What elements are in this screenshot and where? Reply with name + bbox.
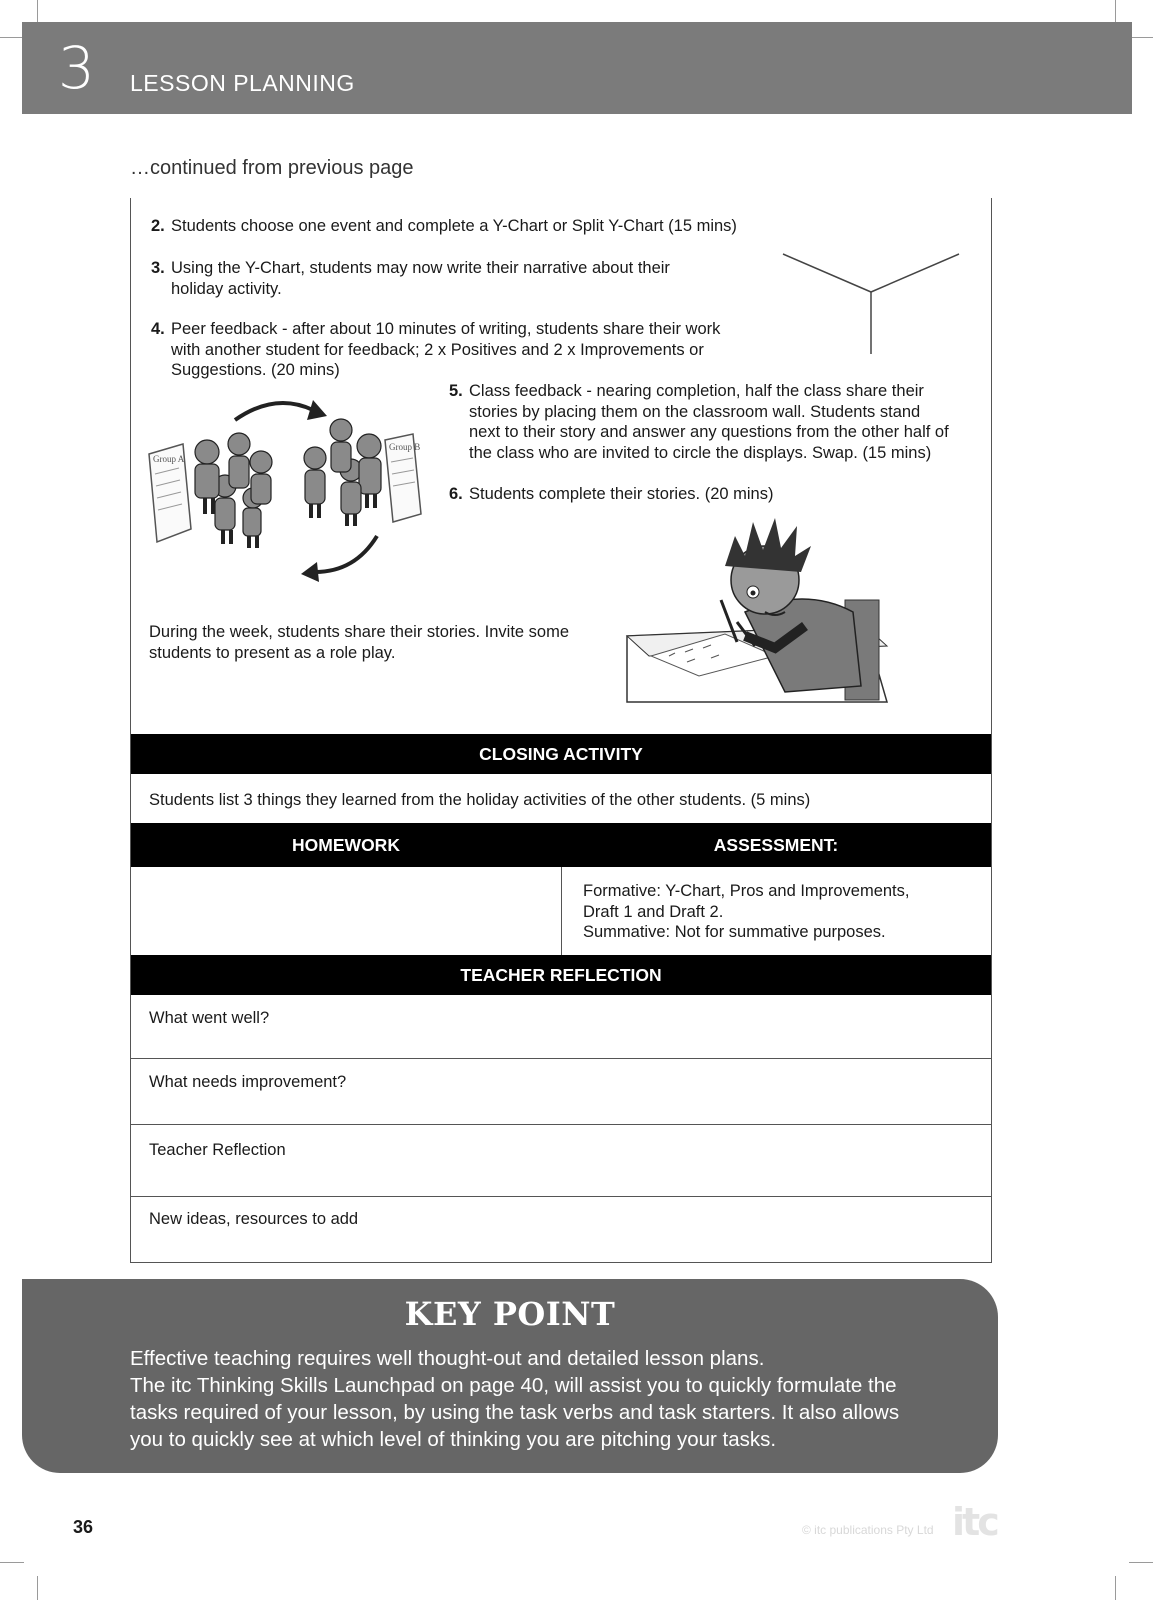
reflection-needs-improvement: What needs improvement? — [149, 1073, 347, 1091]
step-text: Students choose one event and complete a Y-Chart or Split Y-Chart (15 mins) — [171, 217, 737, 235]
group-b-label: Group B — [389, 442, 421, 452]
column-divider — [561, 867, 562, 955]
row-divider — [131, 1196, 991, 1197]
itc-logo: itc — [952, 1500, 997, 1544]
reflection-teacher-reflection: Teacher Reflection — [149, 1141, 286, 1159]
y-chart-diagram — [781, 250, 961, 356]
closing-activity-text: Students list 3 things they learned from the holiday activities of the other students. (5 mins) — [149, 791, 811, 809]
chapter-number: 3 — [58, 34, 95, 102]
step-text: Suggestions. (20 mins) — [171, 361, 340, 379]
step-text: next to their story and answer any questions from the other half of — [469, 423, 949, 441]
closing-activity-heading: CLOSING ACTIVITY — [131, 734, 991, 774]
assessment-line: Draft 1 and Draft 2. — [583, 902, 724, 921]
crop-mark — [1115, 1576, 1116, 1600]
teacher-reflection-heading: TEACHER REFLECTION — [131, 955, 991, 995]
step-number: 2. — [151, 217, 165, 235]
homework-heading: HOMEWORK — [131, 823, 561, 867]
step-text: Using the Y-Chart, students may now write their narrative about their — [171, 259, 670, 277]
key-point-title: KEY POINT — [404, 1295, 616, 1333]
note-line: students to present as a role play. — [149, 643, 396, 662]
boy-writing-illustration — [625, 516, 895, 708]
key-point-box — [22, 1279, 998, 1473]
row-divider — [131, 1124, 991, 1125]
step-number: 6. — [449, 485, 463, 503]
step-text: holiday activity. — [171, 279, 282, 298]
during-week-note — [149, 622, 619, 663]
page-number: 36 — [73, 1517, 94, 1537]
reflection-went-well: What went well? — [149, 1009, 270, 1027]
step-3 — [151, 258, 751, 299]
crop-mark — [0, 1562, 24, 1563]
assessment-line: Formative: Y-Chart, Pros and Improvements, — [583, 882, 910, 900]
row-divider — [131, 1058, 991, 1059]
crop-mark — [37, 0, 38, 24]
key-point-line: you to quickly see at which level of thinking you are pitching your tasks. — [130, 1428, 777, 1451]
step-number: 4. — [151, 320, 165, 338]
continued-note: …continued from previous page — [130, 157, 414, 179]
key-point-line: tasks required of your lesson, by using the task verbs and task starters. It also allows — [130, 1401, 900, 1424]
step-text: with another student for feedback; 2 x Positives and 2 x Improvements or — [171, 340, 704, 359]
copyright-notice: © itc publications Pty Ltd — [802, 1523, 934, 1537]
step-number: 5. — [449, 382, 463, 400]
key-point-line: The itc Thinking Skills Launchpad on page 40, will assist you to quickly formulate the — [130, 1374, 897, 1397]
chapter-title: LESSON PLANNING — [130, 70, 355, 96]
crop-mark — [1129, 1562, 1153, 1563]
key-point-line: Effective teaching requires well thought-out and detailed lesson plans. — [130, 1347, 765, 1370]
note-line: During the week, students share their stories. Invite some — [149, 623, 570, 641]
step-6 — [449, 484, 989, 505]
step-5 — [449, 381, 989, 463]
step-text: the class who are invited to circle the displays. Swap. (15 mins) — [469, 443, 932, 462]
crop-mark — [1115, 0, 1116, 24]
crop-mark — [37, 1576, 38, 1600]
crop-mark — [1129, 37, 1153, 38]
assessment-line: Summative: Not for summative purposes. — [583, 923, 886, 941]
step-number: 3. — [151, 259, 165, 277]
key-point-body — [130, 1345, 970, 1453]
crop-mark — [0, 37, 24, 38]
step-text: stories by placing them on the classroom wall. Students stand — [469, 402, 921, 421]
step-2 — [151, 216, 791, 237]
group-a-label: Group A — [153, 454, 185, 464]
lesson-plan-table — [130, 198, 992, 1263]
step-text: Peer feedback - after about 10 minutes of writing, students share their work — [171, 320, 721, 338]
step-4 — [151, 319, 771, 381]
assessment-text — [583, 881, 983, 943]
assessment-heading: ASSESSMENT: — [561, 823, 991, 867]
group-rotation-illustration — [145, 394, 425, 584]
step-text: Students complete their stories. (20 mins) — [469, 485, 774, 503]
step-text: Class feedback - nearing completion, half the class share their — [469, 382, 924, 400]
reflection-new-ideas: New ideas, resources to add — [149, 1210, 359, 1228]
chapter-header — [22, 22, 1132, 114]
